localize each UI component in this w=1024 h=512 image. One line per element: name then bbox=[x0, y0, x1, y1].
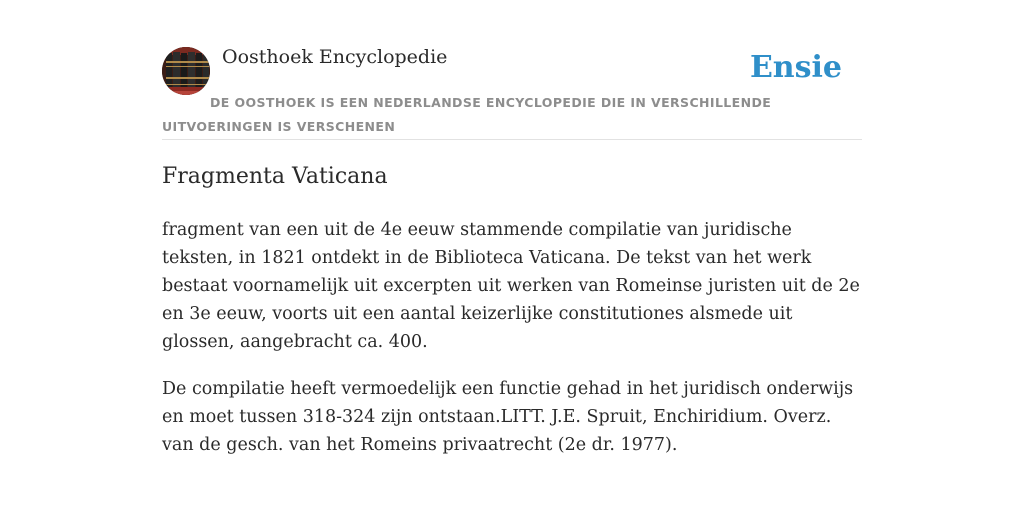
source-avatar[interactable] bbox=[162, 47, 210, 95]
book-spines-icon bbox=[162, 47, 210, 95]
article-paragraph: fragment van een uit de 4e eeuw stammende compilatie van juridische teksten, in 1821 ontdekt in de Biblioteca Vaticana. De tekst van het werk bestaat voornamelijk uit excerpten uit werken van Romeinse juristen uit de 2e en 3e eeuw, voorts uit een aantal keizerlijke constitutiones alsmede uit glossen, aangebracht ca. 400. bbox=[162, 220, 860, 352]
source-title[interactable]: Oosthoek Encyclopedie bbox=[222, 46, 448, 68]
source-tagline: DE OOSTHOEK IS EEN NEDERLANDSE ENCYCLOPEDIE DIE IN VERSCHILLENDE UITVOERINGEN IS VERSCHENEN bbox=[162, 95, 772, 134]
article-paragraph: De compilatie heeft vermoedelijk een functie gehad in het juridisch onderwijs en moet tussen 318-324 zijn ontstaan.LITT. J.E. Spruit, Enchiridium. Overz. van de gesch. van het Romeins privaatrecht (2e dr. 1977). bbox=[162, 379, 854, 455]
brand-logo[interactable]: Ensie bbox=[749, 50, 842, 85]
article-title: Fragmenta Vaticana bbox=[162, 164, 388, 189]
header-divider bbox=[162, 139, 862, 140]
article-body bbox=[162, 216, 867, 478]
